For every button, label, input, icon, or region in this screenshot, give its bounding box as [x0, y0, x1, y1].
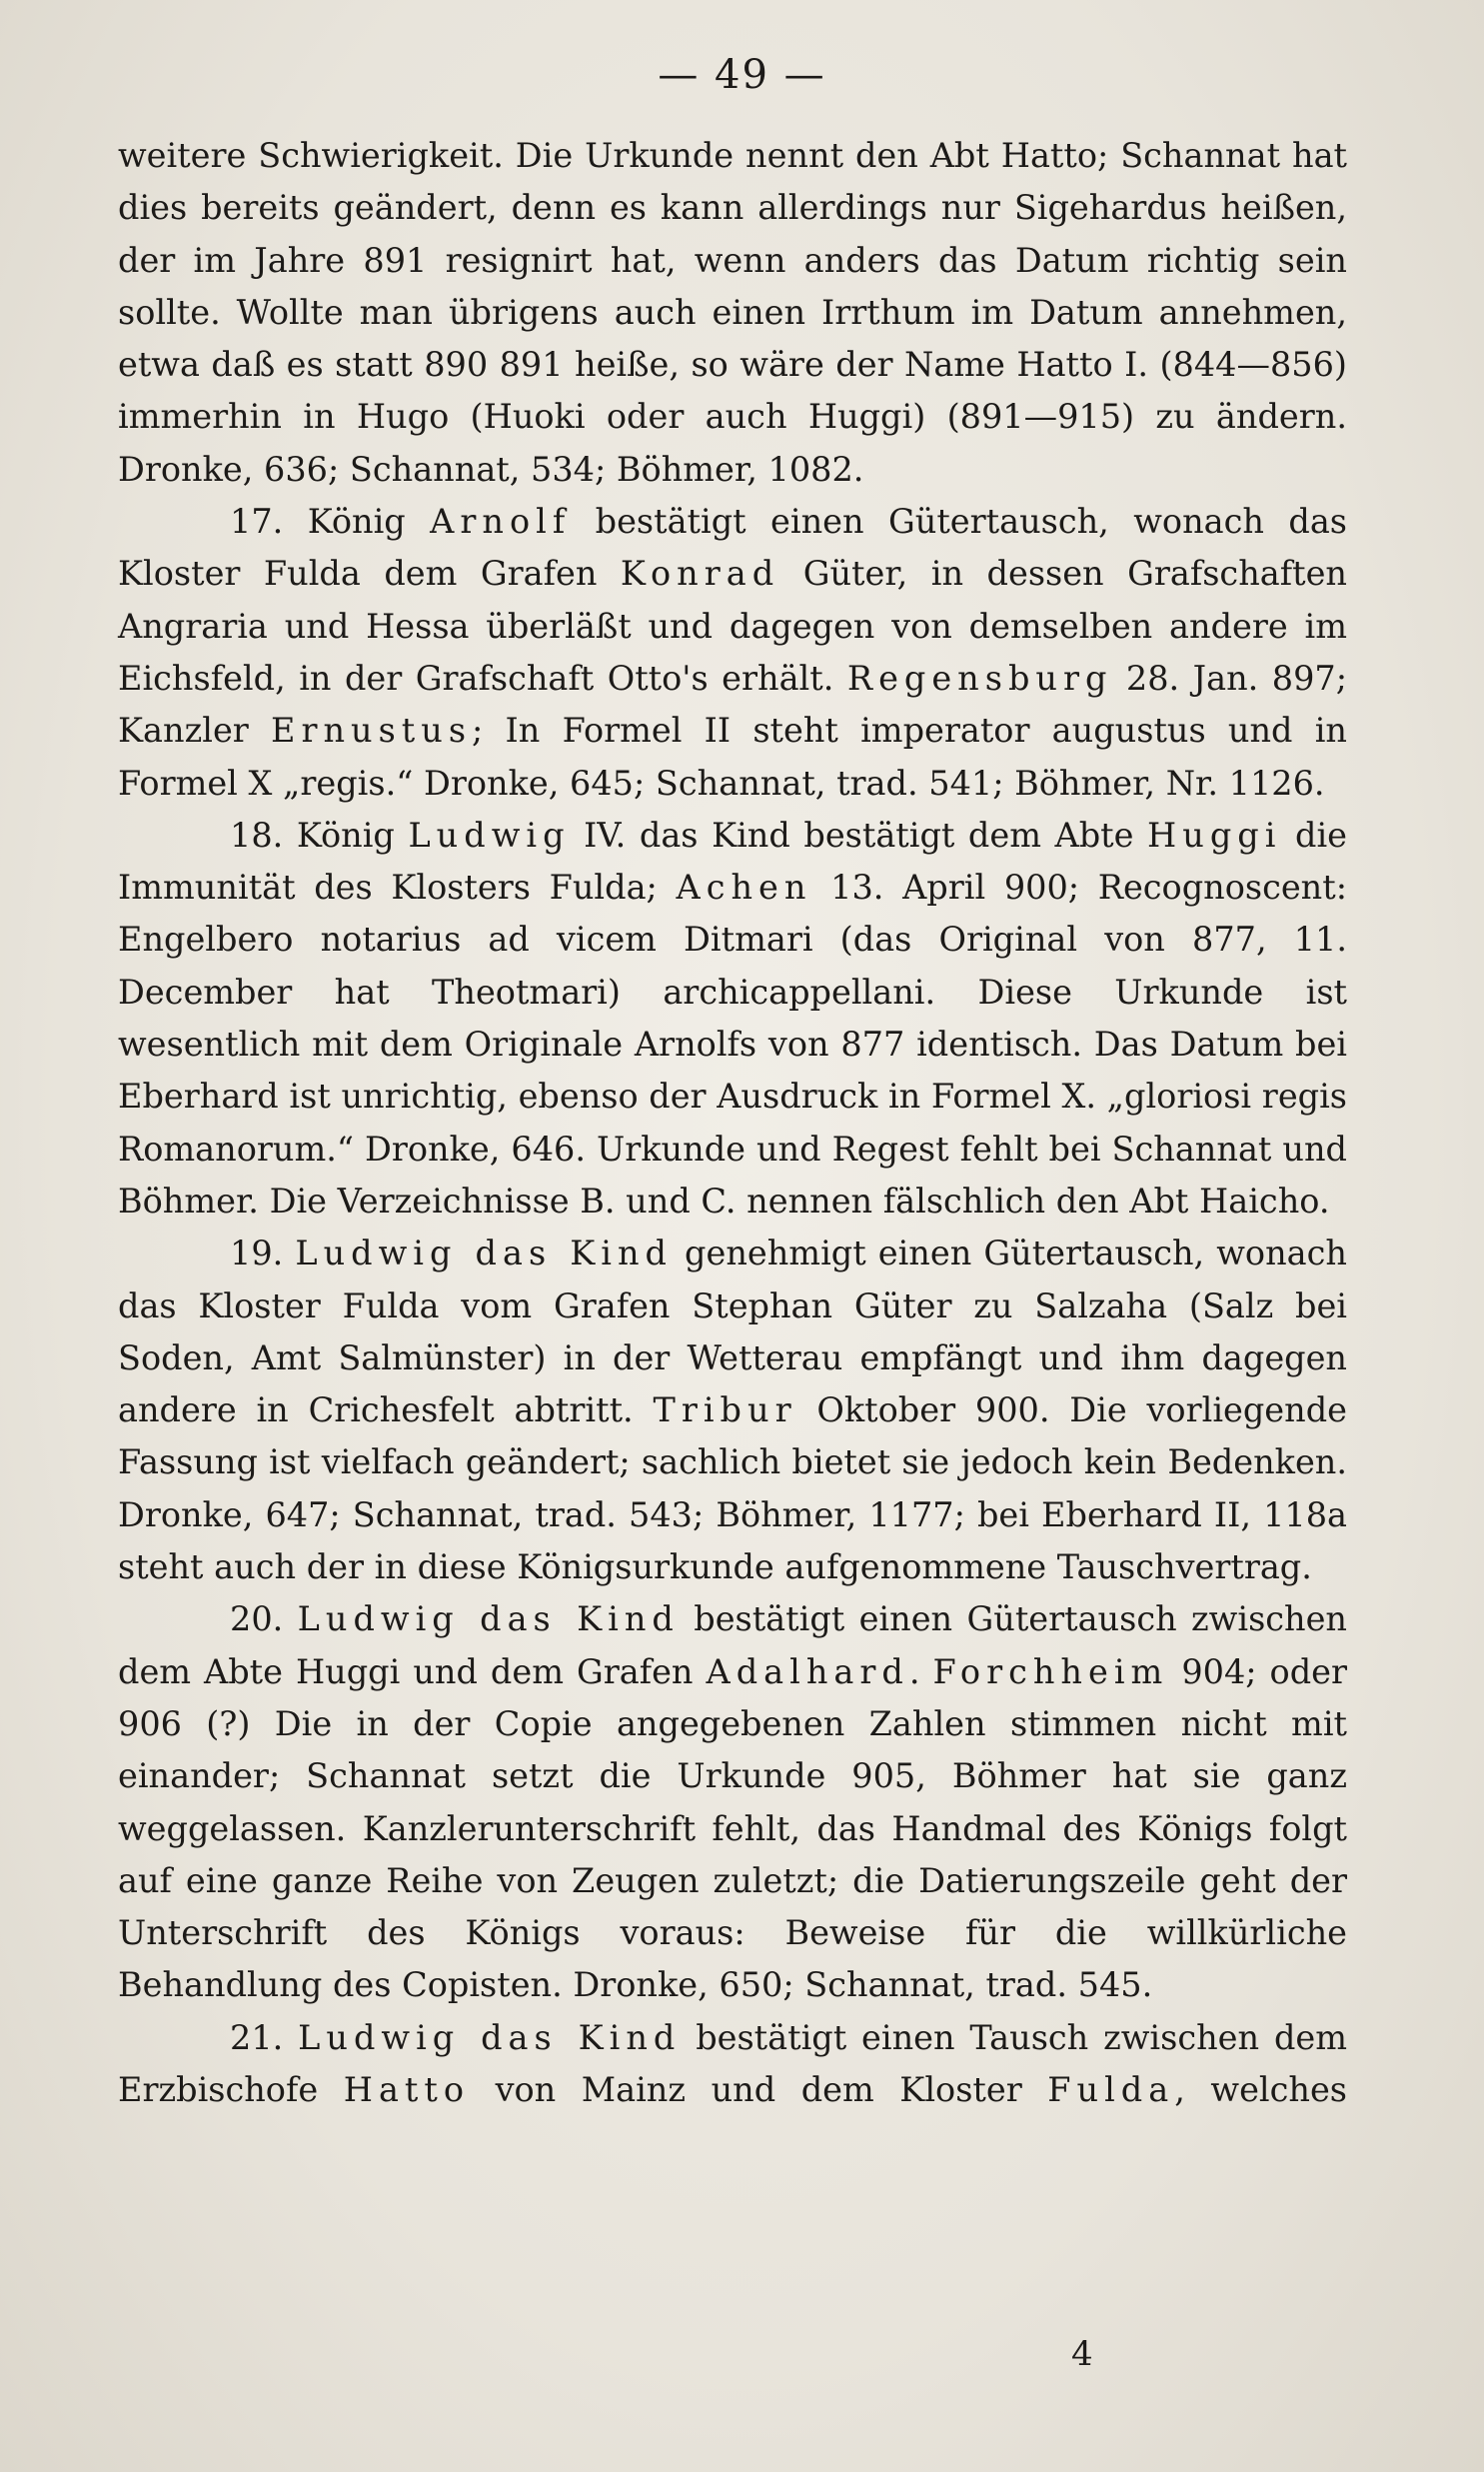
paragraph-entry-21 [118, 2012, 1347, 2117]
text-run: bestätigt einen Tausch zwischen dem Erzbischofe [118, 2017, 1347, 2109]
text-run: 19. [230, 1234, 296, 1273]
text-run: . [908, 1651, 933, 1691]
text-run: bestätigt einen Gütertausch zwischen dem Abte Huggi und dem Grafen [118, 1599, 1347, 1691]
spaced-name: Ernustus [271, 711, 473, 751]
spaced-name: Fulda [1047, 2069, 1175, 2109]
text-run: Oktober 900. Die vorliegende Fassung ist vielfach geändert; sachlich bietet sie jedoch kein Bedenken. Dronke, 647; Schannat, trad. 543; Böhmer, 1177; bei Eberhard II, 118a steht auch der in diese Königsurkunde aufgenommene Tauschvertrag. [118, 1390, 1347, 1587]
text-run: 18. König [230, 815, 409, 855]
text-run: IV. das Kind bestätigt dem Abte [570, 815, 1148, 855]
text-run: ; In Formel II steht imperator augustus und in Formel X „regis.“ Dronke, 645; Schannat, trad. 541; Böhmer, Nr. 1126. [118, 711, 1347, 803]
spaced-name: Achen [676, 868, 812, 908]
spaced-name: Konrad [620, 554, 780, 594]
text-run: 904; oder 906 (?) Die in der Copie angegebenen Zahlen stimmen nicht mit einander; Schannat setzt die Urkunde 905, Böhmer hat sie ganz weggelassen. Kanzlerunterschrift fehlt, das Handmal des Königs folgt auf eine ganze Reihe von Zeugen zuletzt; die Datierungszeile geht der Unterschrift des Königs voraus: Beweise für die willkürliche Behandlung des Copisten. Dronke, 650; Schannat, trad. 545. [118, 1651, 1347, 2005]
spaced-name: Hatto [343, 2069, 471, 2109]
text-run: , welches [1174, 2069, 1347, 2109]
spaced-name: Huggi [1147, 815, 1282, 855]
text-run: weitere Schwierigkeit. Die Urkunde nennt den Abt Hatto; Schannat hat dies bereits geändert, denn es kann allerdings nur Sigehardus heißen, der im Jahre 891 resignirt hat, wenn anders das Datum richtig sein sollte. Wollte man übrigens auch einen Irrthum im Datum annehmen, etwa daß es statt 890 891 heiße, so wäre der Name Hatto I. (844—856) immerhin in Hugo (Huoki oder auch Huggi) (891—915) zu ändern. Dronke, 636; Schannat, 534; Böhmer, 1082. [118, 136, 1347, 489]
spaced-name: Ludwig das Kind [295, 1234, 673, 1273]
text-run: 20. [230, 1599, 298, 1639]
spaced-name: Ludwig das Kind [297, 1599, 680, 1639]
text-run: von Mainz und dem Kloster [470, 2069, 1048, 2109]
paragraph-entry-17 [118, 496, 1347, 810]
signature-mark: 4 [1071, 2334, 1093, 2374]
text-run: genehmigt einen Gütertausch, wonach das Kloster Fulda vom Grafen Stephan Güter zu Salzaha (Salz bei Soden, Amt Salmünster) in der Wetterau empfängt und ihm dagegen andere in Crichesfelt abtritt. [118, 1234, 1347, 1430]
spaced-name: Adalhard [706, 1651, 909, 1691]
paragraph-continuation [118, 130, 1347, 496]
spaced-name: Arnolf [430, 502, 572, 542]
text-run: 21. [230, 2017, 299, 2057]
text-run: 17. König [230, 502, 431, 542]
paragraph-entry-19 [118, 1228, 1347, 1593]
text-run: die Immunität des Klosters Fulda; [118, 815, 1347, 908]
page-number-header: — 49 — [658, 52, 826, 98]
text-run: bestätigt einen Gütertausch, wonach das Kloster Fulda dem Grafen [118, 502, 1347, 594]
spaced-name: Ludwig das Kind [298, 2017, 682, 2057]
paragraph-entry-18 [118, 810, 1347, 1228]
spaced-name: Tribur [653, 1390, 797, 1430]
spaced-name: Ludwig [408, 815, 571, 855]
text-run: 28. Jan. 897; Kanzler [118, 658, 1348, 751]
text-run: Güter, in dessen Grafschaften Angraria und Hessa überläßt und dagegen von demselben andere im Eichsfeld, in der Grafschaft Otto's erhält. [118, 554, 1348, 698]
paragraph-entry-20 [118, 1593, 1347, 2011]
page-body [118, 130, 1347, 2116]
text-run: 13. April 900; Recognoscent: Engelbero notarius ad vicem Ditmari (das Original von 877, 11. December hat Theotmari) archicappellani. Diese Urkunde ist wesentlich mit dem Originale Arnolfs von 877 identisch. Das Datum bei Eberhard ist unrichtig, ebenso der Ausdruck in Formel X. „gloriosi regis Romanorum.“ Dronke, 646. Urkunde und Regest fehlt bei Schannat und Böhmer. Die Verzeichnisse B. und C. nennen fälschlich den Abt Haicho. [118, 868, 1347, 1221]
spaced-name: Forchheim [932, 1651, 1169, 1691]
spaced-name: Regensburg [846, 658, 1113, 698]
